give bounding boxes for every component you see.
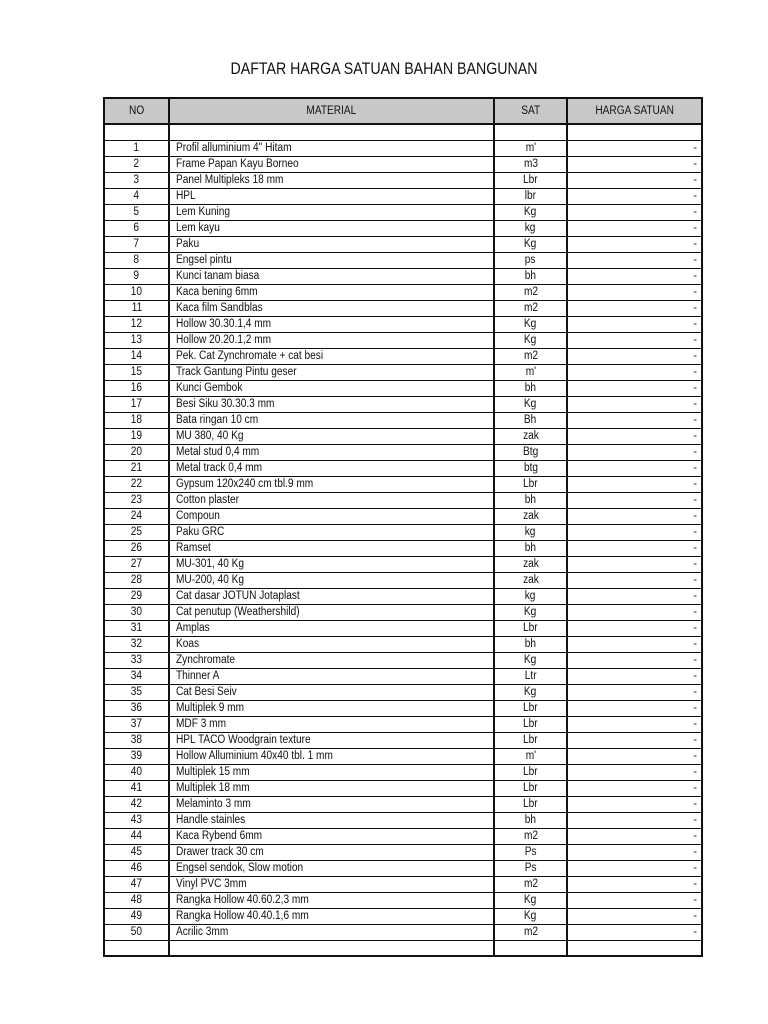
row-no-cell: 20 (104, 445, 169, 461)
row-sat-cell: zak (494, 429, 567, 445)
row-no-cell: 14 (104, 349, 169, 365)
row-sat-cell: bh (494, 813, 567, 829)
row-harga-cell: - (567, 765, 702, 781)
row-harga-cell: - (567, 701, 702, 717)
row-no-cell: 10 (104, 285, 169, 301)
table-row (104, 285, 702, 301)
row-sat-cell: m' (494, 749, 567, 765)
row-no-cell: 3 (104, 173, 169, 189)
row-no-cell: 11 (104, 301, 169, 317)
row-no-cell: 40 (104, 765, 169, 781)
row-harga-cell: - (567, 349, 702, 365)
row-harga-cell: - (567, 445, 702, 461)
row-material-cell: Rangka Hollow 40.60.2,3 mm (169, 893, 494, 909)
row-no-cell: 9 (104, 269, 169, 285)
row-no-cell: 26 (104, 541, 169, 557)
table-row (104, 301, 702, 317)
row-harga-cell: - (567, 861, 702, 877)
row-no-cell: 36 (104, 701, 169, 717)
row-no-cell: 42 (104, 797, 169, 813)
row-no-cell: 5 (104, 205, 169, 221)
row-sat-cell: Lbr (494, 733, 567, 749)
row-no-cell: 34 (104, 669, 169, 685)
row-harga-cell: - (567, 333, 702, 349)
row-material-cell: Bata ringan 10 cm (169, 413, 494, 429)
row-sat-cell: zak (494, 557, 567, 573)
row-material-cell: Compoun (169, 509, 494, 525)
table-row (104, 845, 702, 861)
table-row (104, 317, 702, 333)
row-sat-cell: zak (494, 509, 567, 525)
row-sat-cell: m' (494, 365, 567, 381)
row-harga-cell: - (567, 541, 702, 557)
table-row (104, 685, 702, 701)
table-spacer-row (104, 941, 702, 957)
row-material-cell: Koas (169, 637, 494, 653)
row-material-cell: Kunci tanam biasa (169, 269, 494, 285)
row-sat-cell: m3 (494, 157, 567, 173)
row-material-cell: Melaminto 3 mm (169, 797, 494, 813)
row-sat-cell: bh (494, 381, 567, 397)
table-row (104, 749, 702, 765)
row-material-cell: Cat dasar JOTUN Jotaplast (169, 589, 494, 605)
row-material-cell: Paku GRC (169, 525, 494, 541)
row-harga-cell: - (567, 221, 702, 237)
row-no-cell: 48 (104, 893, 169, 909)
row-sat-cell: Ltr (494, 669, 567, 685)
row-sat-cell: Kg (494, 653, 567, 669)
row-no-cell: 15 (104, 365, 169, 381)
row-harga-cell: - (567, 845, 702, 861)
row-harga-cell: - (567, 365, 702, 381)
row-sat-cell: m2 (494, 301, 567, 317)
row-no-cell: 49 (104, 909, 169, 925)
row-material-cell: Multiplek 18 mm (169, 781, 494, 797)
row-harga-cell: - (567, 397, 702, 413)
row-no-cell: 38 (104, 733, 169, 749)
row-material-cell: Gypsum 120x240 cm tbl.9 mm (169, 477, 494, 493)
table-row (104, 781, 702, 797)
row-material-cell: Cat penutup (Weathershild) (169, 605, 494, 621)
row-harga-cell: - (567, 237, 702, 253)
table-row (104, 445, 702, 461)
row-material-cell: Hollow 20.20.1,2 mm (169, 333, 494, 349)
table-row (104, 237, 702, 253)
row-material-cell: Vinyl PVC 3mm (169, 877, 494, 893)
row-harga-cell: - (567, 749, 702, 765)
row-sat-cell: Ps (494, 861, 567, 877)
row-material-cell: Engsel pintu (169, 253, 494, 269)
row-material-cell: Paku (169, 237, 494, 253)
row-no-cell: 18 (104, 413, 169, 429)
row-no-cell: 47 (104, 877, 169, 893)
row-material-cell: Kunci Gembok (169, 381, 494, 397)
row-sat-cell: Kg (494, 205, 567, 221)
row-harga-cell: - (567, 253, 702, 269)
table-row (104, 813, 702, 829)
row-sat-cell: Kg (494, 397, 567, 413)
row-material-cell: MDF 3 mm (169, 717, 494, 733)
row-sat-cell: lbr (494, 189, 567, 205)
table-row (104, 189, 702, 205)
header-harga-satuan: HARGA SATUAN (567, 98, 702, 124)
row-material-cell: Frame Papan Kayu Borneo (169, 157, 494, 173)
table-row (104, 541, 702, 557)
row-no-cell: 30 (104, 605, 169, 621)
header-material: MATERIAL (169, 98, 494, 124)
price-table-container (103, 97, 701, 957)
table-row (104, 733, 702, 749)
row-harga-cell: - (567, 477, 702, 493)
row-material-cell: Cotton plaster (169, 493, 494, 509)
table-row (104, 461, 702, 477)
row-harga-cell: - (567, 781, 702, 797)
table-row (104, 573, 702, 589)
row-no-cell: 24 (104, 509, 169, 525)
document-title: DAFTAR HARGA SATUAN BAHAN BANGUNAN (230, 60, 538, 78)
table-row (104, 157, 702, 173)
table-row (104, 797, 702, 813)
row-sat-cell: Kg (494, 893, 567, 909)
table-row (104, 717, 702, 733)
row-sat-cell: Kg (494, 317, 567, 333)
row-material-cell: Pek. Cat Zynchromate + cat besi (169, 349, 494, 365)
row-harga-cell: - (567, 269, 702, 285)
row-material-cell: HPL TACO Woodgrain texture (169, 733, 494, 749)
table-row (104, 589, 702, 605)
row-no-cell: 4 (104, 189, 169, 205)
table-row (104, 141, 702, 157)
row-material-cell: Panel Multipleks 18 mm (169, 173, 494, 189)
table-row (104, 333, 702, 349)
row-no-cell: 25 (104, 525, 169, 541)
row-no-cell: 39 (104, 749, 169, 765)
row-harga-cell: - (567, 829, 702, 845)
row-harga-cell: - (567, 493, 702, 509)
row-harga-cell: - (567, 573, 702, 589)
row-harga-cell: - (567, 413, 702, 429)
row-sat-cell: Kg (494, 685, 567, 701)
row-sat-cell: zak (494, 573, 567, 589)
row-material-cell: Kaca film Sandblas (169, 301, 494, 317)
row-sat-cell: bh (494, 269, 567, 285)
row-material-cell: Handle stainles (169, 813, 494, 829)
table-row (104, 525, 702, 541)
row-sat-cell: Lbr (494, 173, 567, 189)
row-harga-cell: - (567, 605, 702, 621)
table-body (104, 124, 702, 956)
row-sat-cell: bh (494, 541, 567, 557)
row-harga-cell: - (567, 877, 702, 893)
row-harga-cell: - (567, 637, 702, 653)
table-row (104, 605, 702, 621)
table-row (104, 877, 702, 893)
row-sat-cell: kg (494, 221, 567, 237)
row-sat-cell: Ps (494, 845, 567, 861)
row-material-cell: MU 380, 40 Kg (169, 429, 494, 445)
row-harga-cell: - (567, 893, 702, 909)
row-sat-cell: m2 (494, 829, 567, 845)
row-no-cell: 46 (104, 861, 169, 877)
row-no-cell: 43 (104, 813, 169, 829)
table-row (104, 269, 702, 285)
table-header-row (104, 98, 702, 124)
row-sat-cell: kg (494, 589, 567, 605)
row-harga-cell: - (567, 669, 702, 685)
row-harga-cell: - (567, 813, 702, 829)
row-harga-cell: - (567, 461, 702, 477)
row-harga-cell: - (567, 173, 702, 189)
table-row (104, 397, 702, 413)
header-sat: SAT (494, 98, 567, 124)
row-material-cell: HPL (169, 189, 494, 205)
row-no-cell: 37 (104, 717, 169, 733)
table-row (104, 909, 702, 925)
row-harga-cell: - (567, 157, 702, 173)
table-row (104, 477, 702, 493)
row-material-cell: Acrilic 3mm (169, 925, 494, 941)
row-material-cell: Lem Kuning (169, 205, 494, 221)
table-row (104, 413, 702, 429)
row-material-cell: Metal stud 0,4 mm (169, 445, 494, 461)
row-no-cell: 12 (104, 317, 169, 333)
row-material-cell: Multiplek 15 mm (169, 765, 494, 781)
table-row (104, 221, 702, 237)
row-material-cell: Lem kayu (169, 221, 494, 237)
price-table (103, 97, 703, 957)
row-sat-cell: Lbr (494, 797, 567, 813)
row-sat-cell: bh (494, 493, 567, 509)
table-row (104, 925, 702, 941)
table-row (104, 829, 702, 845)
row-sat-cell: btg (494, 461, 567, 477)
row-sat-cell: Lbr (494, 781, 567, 797)
row-harga-cell: - (567, 141, 702, 157)
header-no: NO (104, 98, 169, 124)
row-sat-cell: Lbr (494, 717, 567, 733)
table-row (104, 381, 702, 397)
table-row (104, 557, 702, 573)
row-no-cell: 13 (104, 333, 169, 349)
row-sat-cell: m2 (494, 285, 567, 301)
row-sat-cell: ps (494, 253, 567, 269)
row-no-cell: 29 (104, 589, 169, 605)
table-spacer-row (104, 124, 702, 141)
row-no-cell: 35 (104, 685, 169, 701)
row-sat-cell: Kg (494, 909, 567, 925)
table-row (104, 253, 702, 269)
table-row (104, 653, 702, 669)
row-material-cell: MU-301, 40 Kg (169, 557, 494, 573)
row-harga-cell: - (567, 717, 702, 733)
row-no-cell: 1 (104, 141, 169, 157)
row-no-cell: 19 (104, 429, 169, 445)
row-material-cell: MU-200, 40 Kg (169, 573, 494, 589)
row-sat-cell: Lbr (494, 477, 567, 493)
row-material-cell: Kaca Rybend 6mm (169, 829, 494, 845)
row-harga-cell: - (567, 797, 702, 813)
row-sat-cell: m2 (494, 877, 567, 893)
row-sat-cell: m2 (494, 349, 567, 365)
row-no-cell: 23 (104, 493, 169, 509)
row-sat-cell: kg (494, 525, 567, 541)
row-harga-cell: - (567, 685, 702, 701)
row-no-cell: 27 (104, 557, 169, 573)
row-material-cell: Hollow Alluminium 40x40 tbl. 1 mm (169, 749, 494, 765)
table-row (104, 205, 702, 221)
table-row (104, 861, 702, 877)
table-row (104, 637, 702, 653)
row-material-cell: Metal track 0,4 mm (169, 461, 494, 477)
row-harga-cell: - (567, 621, 702, 637)
row-harga-cell: - (567, 429, 702, 445)
table-row (104, 429, 702, 445)
row-material-cell: Besi Siku 30.30.3 mm (169, 397, 494, 413)
row-harga-cell: - (567, 301, 702, 317)
row-sat-cell: bh (494, 637, 567, 653)
row-material-cell: Cat Besi Seiv (169, 685, 494, 701)
row-harga-cell: - (567, 925, 702, 941)
table-row (104, 509, 702, 525)
row-sat-cell: Kg (494, 237, 567, 253)
table-row (104, 765, 702, 781)
table-row (104, 493, 702, 509)
row-no-cell: 8 (104, 253, 169, 269)
row-no-cell: 16 (104, 381, 169, 397)
row-material-cell: Track Gantung Pintu geser (169, 365, 494, 381)
row-material-cell: Thinner A (169, 669, 494, 685)
row-harga-cell: - (567, 653, 702, 669)
row-no-cell: 31 (104, 621, 169, 637)
row-harga-cell: - (567, 525, 702, 541)
table-row (104, 893, 702, 909)
row-no-cell: 33 (104, 653, 169, 669)
row-material-cell: Hollow 30.30.1,4 mm (169, 317, 494, 333)
row-no-cell: 6 (104, 221, 169, 237)
row-sat-cell: Kg (494, 333, 567, 349)
row-harga-cell: - (567, 381, 702, 397)
row-no-cell: 22 (104, 477, 169, 493)
row-sat-cell: m2 (494, 925, 567, 941)
table-row (104, 701, 702, 717)
row-material-cell: Engsel sendok, Slow motion (169, 861, 494, 877)
table-row (104, 365, 702, 381)
row-material-cell: Profil alluminium 4" Hitam (169, 141, 494, 157)
row-no-cell: 41 (104, 781, 169, 797)
row-sat-cell: Lbr (494, 621, 567, 637)
row-no-cell: 2 (104, 157, 169, 173)
row-material-cell: Rangka Hollow 40.40.1,6 mm (169, 909, 494, 925)
row-sat-cell: m' (494, 141, 567, 157)
row-sat-cell: Kg (494, 605, 567, 621)
row-harga-cell: - (567, 733, 702, 749)
row-sat-cell: Lbr (494, 765, 567, 781)
table-row (104, 669, 702, 685)
row-no-cell: 32 (104, 637, 169, 653)
row-harga-cell: - (567, 557, 702, 573)
row-no-cell: 45 (104, 845, 169, 861)
table-row (104, 349, 702, 365)
row-no-cell: 7 (104, 237, 169, 253)
row-no-cell: 21 (104, 461, 169, 477)
row-harga-cell: - (567, 317, 702, 333)
row-no-cell: 44 (104, 829, 169, 845)
row-sat-cell: Bh (494, 413, 567, 429)
row-material-cell: Ramset (169, 541, 494, 557)
row-no-cell: 17 (104, 397, 169, 413)
row-harga-cell: - (567, 509, 702, 525)
row-material-cell: Kaca bening 6mm (169, 285, 494, 301)
row-harga-cell: - (567, 189, 702, 205)
row-material-cell: Zynchromate (169, 653, 494, 669)
row-harga-cell: - (567, 909, 702, 925)
row-harga-cell: - (567, 205, 702, 221)
table-row (104, 621, 702, 637)
row-no-cell: 50 (104, 925, 169, 941)
table-row (104, 173, 702, 189)
row-material-cell: Multiplek 9 mm (169, 701, 494, 717)
row-material-cell: Amplas (169, 621, 494, 637)
row-harga-cell: - (567, 589, 702, 605)
row-no-cell: 28 (104, 573, 169, 589)
row-sat-cell: Lbr (494, 701, 567, 717)
row-material-cell: Drawer track 30 cm (169, 845, 494, 861)
row-sat-cell: Btg (494, 445, 567, 461)
row-harga-cell: - (567, 285, 702, 301)
